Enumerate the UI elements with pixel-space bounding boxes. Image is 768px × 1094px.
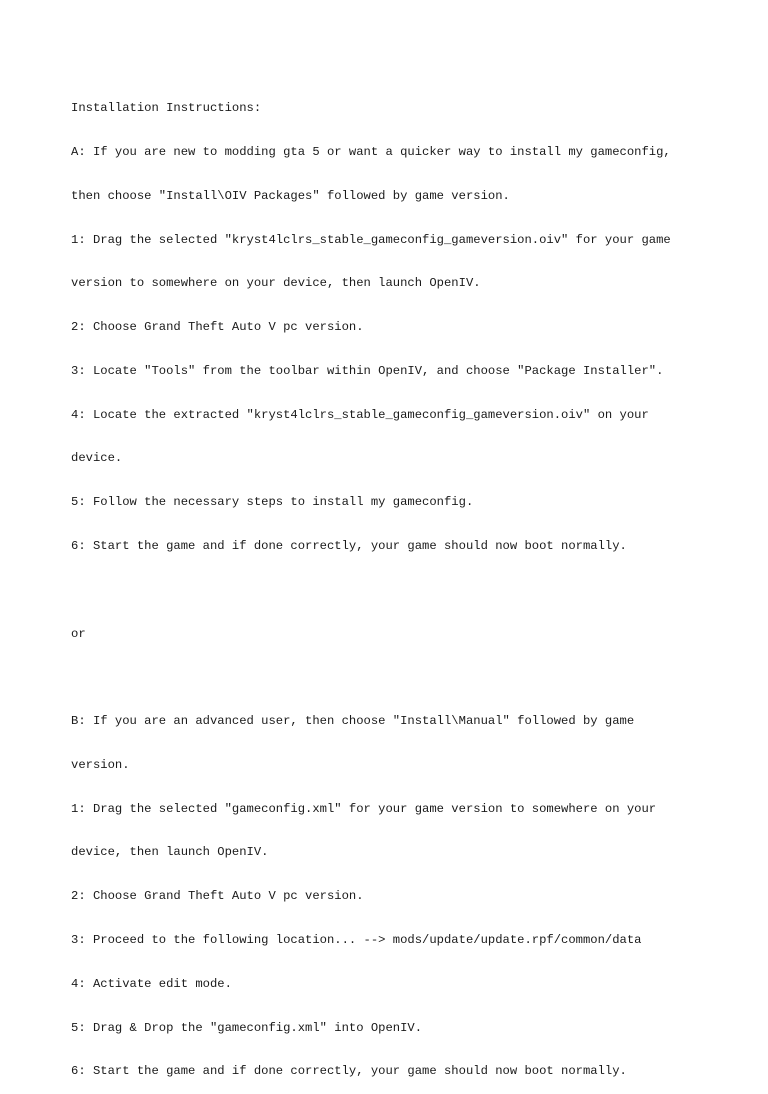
option-a-step-6: 6: Start the game and if done correctly, your game should now boot normally. [71, 539, 627, 553]
separator-or: or [71, 626, 86, 641]
blank-line [71, 583, 711, 598]
option-b-step-6: 6: Start the game and if done correctly, your game should now boot normally. [71, 1064, 627, 1079]
option-a-step-2: 2: Choose Grand Theft Auto V pc version. [71, 320, 364, 335]
blank-line [71, 670, 711, 685]
option-a-step-1-line-1: 1: Drag the selected "kryst4lclrs_stable_gameconfig_gameversion.oiv" for your game [71, 232, 671, 247]
option-b-intro-line-1: B: If you are an advanced user, then choose "Install\Manual" followed by game [71, 714, 635, 729]
option-b-step-5: 5: Drag & Drop the "gameconfig.xml" into OpenIV. [71, 1020, 423, 1035]
option-b-step-1-line-1: 1: Drag the selected "gameconfig.xml" for your game version to somewhere on your [71, 801, 657, 816]
document-body [71, 72, 711, 1094]
option-a-step-1-line-2: version to somewhere on your device, then launch OpenIV. [71, 276, 481, 291]
option-a-step-4-line-1: 4: Locate the extracted "kryst4lclrs_stable_gameconfig_gameversion.oiv" on your [71, 407, 649, 422]
option-a-step-3: 3: Locate "Tools" from the toolbar within OpenIV, and choose "Package Installer". [71, 363, 664, 378]
option-b-step-3: 3: Proceed to the following location... --> mods/update/update.rpf/common/data [71, 933, 642, 948]
option-b-step-2: 2: Choose Grand Theft Auto V pc version. [71, 889, 364, 904]
option-b-step-1-line-2: device, then launch OpenIV. [71, 845, 269, 860]
option-a-intro-line-2: then choose "Install\OIV Packages" followed by game version. [71, 188, 510, 203]
option-b-intro-line-2: version. [71, 757, 130, 772]
option-a-step-5: 5: Follow the necessary steps to install my gameconfig. [71, 495, 474, 510]
option-a-step-4-line-2: device. [71, 451, 123, 466]
option-b-step-4: 4: Activate edit mode. [71, 976, 232, 991]
heading-installation-instructions: Installation Instructions: [71, 101, 262, 116]
option-a-intro-line-1: A: If you are new to modding gta 5 or want a quicker way to install my gameconfig, [71, 144, 671, 159]
